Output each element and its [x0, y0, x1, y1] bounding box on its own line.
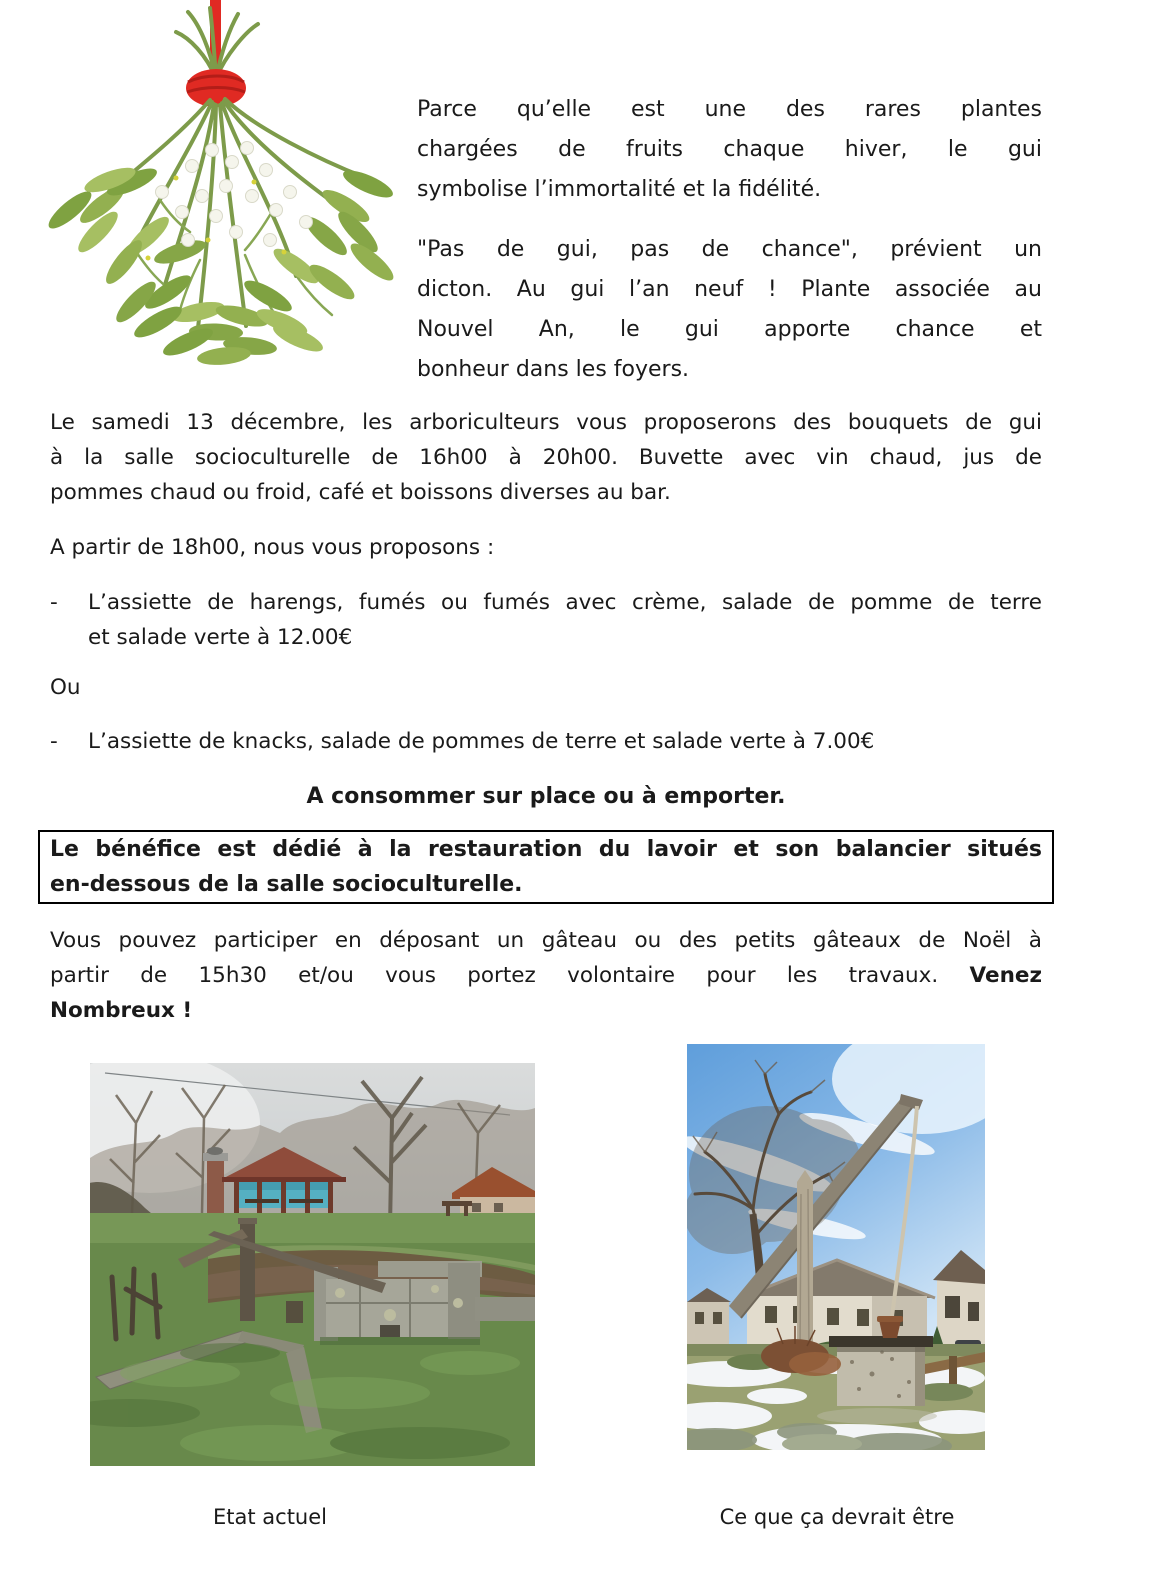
or-line: Ou [50, 675, 81, 700]
photo-current-state [90, 1063, 535, 1466]
lavoir-after-illustration [687, 1044, 985, 1450]
caption-current-state: Etat actuel [213, 1505, 327, 1529]
consume-line: A consommer sur place ou à emporter. [306, 784, 786, 809]
body-text [50, 405, 1042, 1028]
photo-target-state [687, 1044, 985, 1450]
menu-item-herrings [50, 585, 1042, 655]
caption-target-state: Ce que ça devrait être [719, 1505, 955, 1529]
menu-item-knacks [50, 724, 1042, 759]
benefit-box: Le bénéfice est dédié à la restauration du lavoir et son balancier situés en-dessous de la salle socioculturelle. [38, 830, 1054, 904]
offer-intro-line: A partir de 18h00, nous vous proposons : [50, 535, 495, 560]
mistletoe-photo [40, 0, 400, 400]
lavoir-before-illustration [90, 1063, 535, 1466]
participate-paragraph: Vous pouvez participer en déposant un gâteau ou des petits gâteaux de Noël à partir de 15h30 et/ou vous portez volontaire pour les travaux. Venez Nombreux ! [50, 928, 1042, 1023]
menu-item-herrings-text: L’assiette de harengs, fumés ou fumés avec crème, salade de pomme de terre et salade verte à 12.00€ [88, 590, 1042, 650]
dash-bullet: - [50, 590, 58, 615]
intro-text-column [417, 90, 1042, 390]
menu-item-knacks-text: L’assiette de knacks, salade de pommes de terre et salade verte à 7.00€ [88, 729, 875, 754]
event-paragraph: Le samedi 13 décembre, les arboriculteurs vous proposerons des bouquets de gui à la salle socioculturelle de 16h00 à 20h00. Buvette avec vin chaud, jus de pommes chaud ou froid, café et boissons diverses au bar. [50, 410, 1042, 505]
mistletoe-illustration [40, 0, 400, 400]
intro-paragraph-1: Parce qu’elle est une des rares plantes chargées de fruits chaque hiver, le gui symbolise l’immortalité et la fidélité. [417, 97, 1042, 202]
dash-bullet: - [50, 729, 58, 754]
intro-paragraph-2: "Pas de gui, pas de chance", prévient un dicton. Au gui l’an neuf ! Plante associée au Nouvel An, le gui apporte chance et bonheur dans les foyers. [417, 237, 1042, 382]
